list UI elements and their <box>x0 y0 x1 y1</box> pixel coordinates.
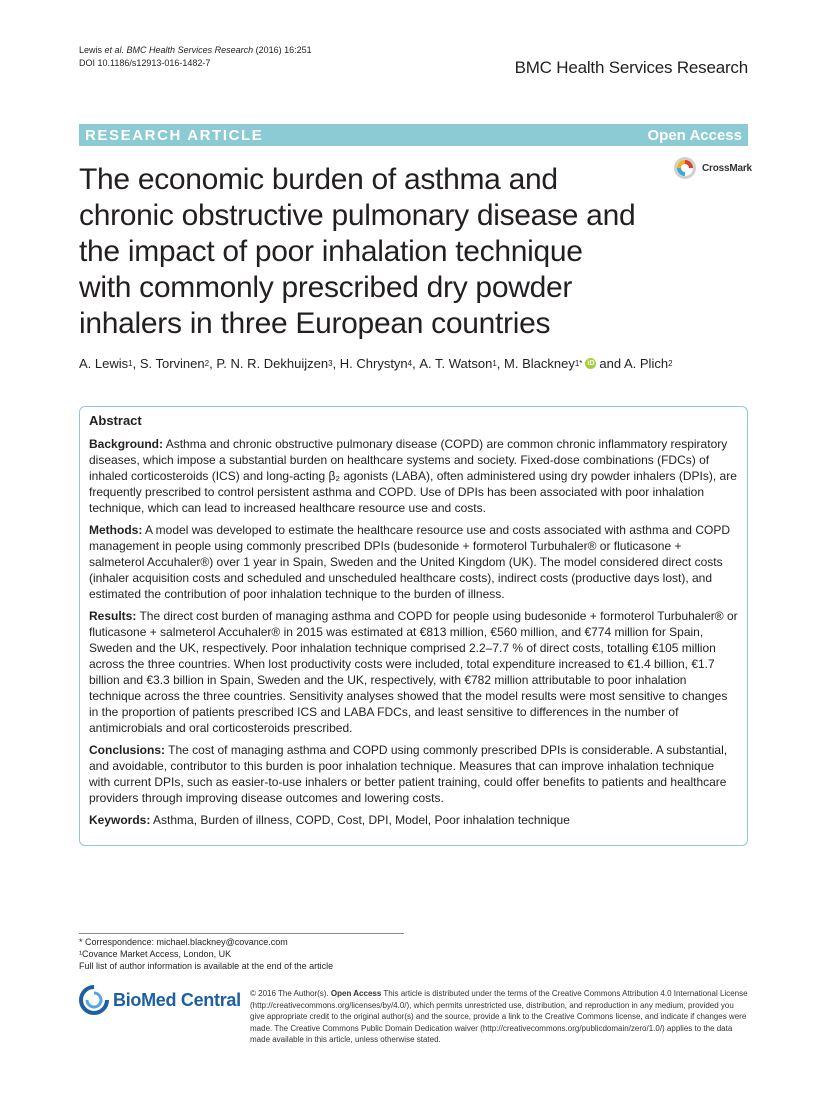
article-type-banner <box>79 124 748 146</box>
section-text: Asthma, Burden of illness, COPD, Cost, DPI, Model, Poor inhalation technique <box>153 813 570 827</box>
section-label: Results: <box>89 609 137 623</box>
section-text: The cost of managing asthma and COPD using commonly prescribed DPIs is considerable. A substantial, and avoidable, contributor to this burden is poor inhalation technique. Measures that can improve inhalation technique with current DPIs, such as easier-to-use inhalers or better patient training, could offer benefits to patients and healthcare providers through improving disease outcomes and lowering costs. <box>89 743 728 805</box>
title-line: chronic obstructive pulmonary disease and <box>79 199 636 232</box>
title-line: inhalers in three European countries <box>79 307 551 340</box>
author-affiliation: 4 <box>407 359 413 368</box>
section-label: Background: <box>89 437 164 451</box>
section-label: Methods: <box>89 523 143 537</box>
section-text: A model was developed to estimate the healthcare resource use and costs associated with asthma and COPD management in people using commonly prescribed DPIs (budesonide + formoterol Turbuhaler® or fluticasone + salmeterol Accuhaler®) over 1 year in Spain, Sweden and the United Kingdom (UK). The model considered direct costs (inhaler acquisition costs and scheduled and unscheduled healthcare costs), indirect costs (productive days lost), and estimated the contribution of poor inhalation technique to the burden of illness. <box>89 523 730 601</box>
correspondence-footnote[interactable]: * Correspondence: michael.blackney@covance.com <box>79 937 288 947</box>
author-name[interactable]: A. Lewis <box>79 356 129 371</box>
abstract-results <box>89 608 738 736</box>
author-name[interactable]: S. Torvinen <box>139 356 205 371</box>
section-label: Keywords: <box>89 813 151 827</box>
abstract-conclusions <box>89 742 738 806</box>
crossmark-badge[interactable] <box>673 156 752 180</box>
author-list <box>79 356 748 371</box>
author-affiliation: 1 <box>492 359 497 368</box>
author-name[interactable]: A. T. Watson <box>419 356 493 371</box>
author-affiliation: 1 <box>128 359 133 368</box>
author-affiliation: 1* <box>574 359 583 368</box>
citation-block <box>79 44 312 70</box>
title-line: the impact of poor inhalation technique <box>79 235 583 268</box>
author-separator: , <box>132 356 140 371</box>
article-title <box>79 162 679 342</box>
doi[interactable]: DOI 10.1186/s12913-016-1482-7 <box>79 58 211 68</box>
abstract-box <box>79 406 748 846</box>
section-text: The direct cost burden of managing asthma and COPD for people using budesonide + formoterol Turbuhaler® or fluticasone + salmeterol Accuhaler® in 2015 was estimated at €813 million, €560 million, and €774 million for Spain, Sweden and the UK, respectively. Poor inhalation technique comprised 2.2–7.7 % of direct costs, totalling €105 million across the three countries. When lost productivity costs were included, total expenditure increased to €1.4 billion, €1.7 billion and €3.3 billion in Spain, Sweden and the UK, respectively, with €782 million attributable to poor inhalation technique across the three countries. Sensitivity analyses showed that the model results were most sensitive to changes in the proportion of patients prescribed ICS and LABA FDCs, and least sensitive to differences in the number of antimicrobials and oral corticosteroids prescribed. <box>89 609 738 735</box>
abstract-keywords <box>89 812 738 828</box>
open-access-label: Open Access <box>647 126 742 144</box>
author-info-footnote: Full list of author information is available at the end of the article <box>79 961 334 971</box>
abstract-methods <box>89 522 738 602</box>
biomed-central-text: BioMed Central <box>113 989 241 1010</box>
footnote-divider <box>79 933 404 934</box>
section-label: Conclusions: <box>89 743 166 757</box>
abstract-heading: Abstract <box>89 413 142 428</box>
license-body: This article is distributed under the terms of the Creative Commons Attribution 4.0 International License (http://creativecommons.org/licenses/by/4.0/), which permits unrestricted use, distribution, and reproduction in any medium, provided you give appropriate credit to the original author(s) and the source, provide a link to the Creative Commons license, and indicate if changes were made. The Creative Commons Public Domain Dedication waiver (http://creativecommons.org/publicdomain/zero/1.0/) applies to the data made available in this article, unless otherwise stated. <box>250 989 748 1044</box>
citation-authors: Lewis <box>79 45 105 55</box>
author-name[interactable]: H. Chrystyn <box>339 356 408 371</box>
author-separator: , <box>412 356 420 371</box>
citation-journal: BMC Health Services Research <box>126 45 254 55</box>
author-affiliation: 2 <box>668 359 673 368</box>
license-open-access: Open Access <box>330 989 382 998</box>
author-name[interactable]: M. Blackney <box>504 356 575 371</box>
orcid-icon[interactable]: iD <box>587 360 595 367</box>
author-name[interactable]: P. N. R. Dekhuijzen <box>216 356 329 371</box>
author-affiliation: 3 <box>328 359 333 368</box>
journal-name: BMC Health Services Research <box>514 58 748 77</box>
author-separator: , <box>209 356 217 371</box>
section-text: Asthma and chronic obstructive pulmonary disease (COPD) are common chronic inflammatory respiratory diseases, which impose a substantial burden on healthcare systems and society. Fixed-dose combinations (FDCs) of inhaled corticosteroids (ICS) and long-acting β₂ agonists (LABA), often administered using dry powder inhalers (DPIs), are frequently prescribed to control persistent asthma and COPD. Use of DPIs has been associated with poor inhalation technique, which can lead to increased healthcare resource use and costs. <box>89 437 737 515</box>
license-copyright: © 2016 The Author(s). <box>250 989 331 998</box>
title-line: The economic burden of asthma and <box>79 163 558 196</box>
author-separator: , <box>496 356 505 371</box>
citation-volume: (2016) 16:251 <box>253 45 312 55</box>
affiliation-footnote: ¹Covance Market Access, London, UK <box>79 949 232 959</box>
author-affiliation: 2 <box>204 359 210 368</box>
license-text <box>250 988 748 1046</box>
biomed-central-icon <box>79 985 109 1015</box>
abstract-background <box>89 436 738 516</box>
footnotes <box>79 936 333 972</box>
author-separator: , <box>332 356 340 371</box>
title-line: with commonly prescribed dry powder <box>79 271 573 304</box>
citation-etal: et al. <box>104 45 125 55</box>
biomed-central-logo[interactable] <box>79 985 241 1015</box>
article-type: RESEARCH ARTICLE <box>85 126 264 144</box>
author-name[interactable]: and A. Plich <box>599 356 669 371</box>
crossmark-label: CrossMark <box>702 162 752 174</box>
